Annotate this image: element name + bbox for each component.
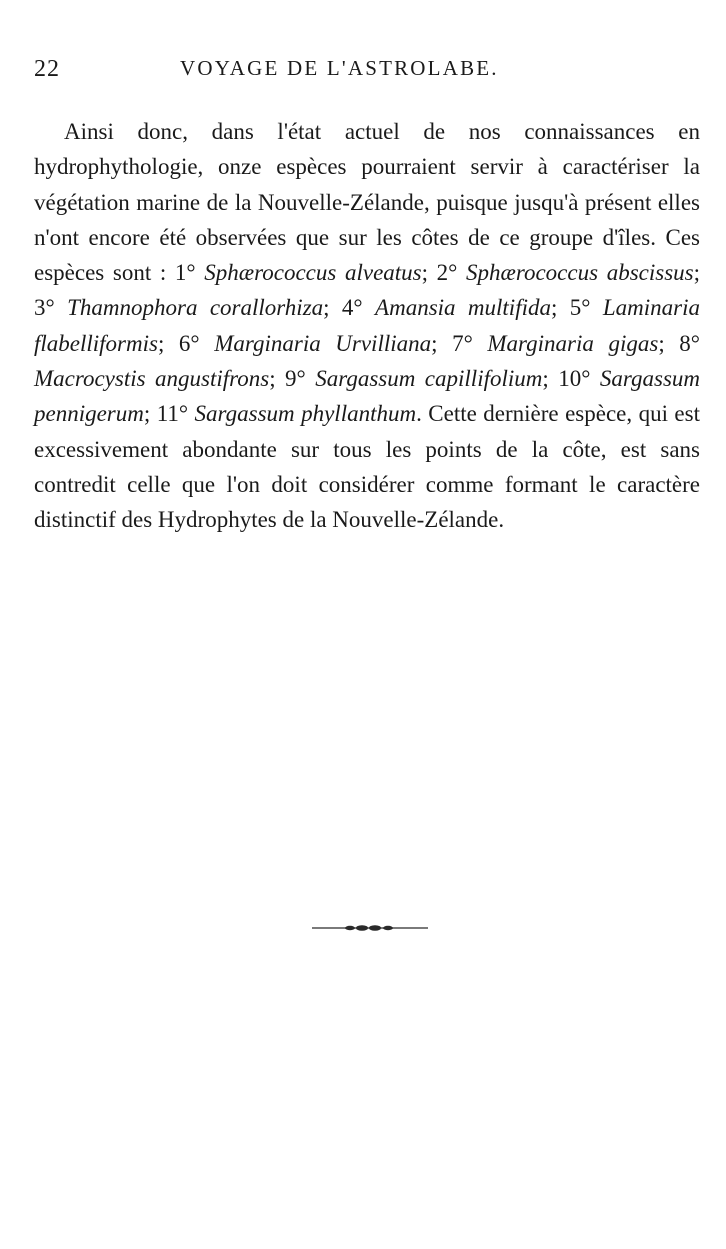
text-segment: ; 11°: [143, 401, 195, 427]
species-name: Marginaria Urvilliana: [214, 330, 432, 356]
ornament-dot: [383, 926, 393, 930]
species-name: Laminaria flabelliformis: [34, 295, 700, 356]
species-name: Sargassum pennigerum: [34, 366, 700, 427]
ornament-dot: [345, 926, 355, 930]
text-segment: ; 9°: [269, 366, 316, 392]
tail-piece-ornament-icon: [312, 921, 428, 935]
species-name: Amansia multifida: [375, 295, 551, 321]
species-name: Marginaria gigas: [487, 330, 659, 356]
species-name: Sphærococcus alveatus: [204, 260, 422, 286]
species-name: Sargassum capillifolium: [315, 366, 543, 392]
species-name: Macrocystis angustifrons: [34, 366, 270, 392]
species-name: Thamnophora corallorhiza: [67, 295, 324, 321]
species-name: Sargassum phyllanthum: [194, 401, 417, 427]
page-number: 22: [34, 56, 60, 82]
ornament-dot: [369, 925, 381, 931]
text-segment: ; 3°: [34, 260, 700, 321]
ornament-dot: [356, 925, 368, 931]
body-paragraph: [34, 114, 700, 538]
text-segment: ; 4°: [323, 295, 376, 321]
running-head: VOYAGE DE L'ASTROLABE.: [180, 56, 499, 80]
text-segment: ; 7°: [431, 330, 488, 356]
text-segment: . Cette dernière espèce, qui est excessivement abondante sur tous les points de la côte, est sans contredit celle que l'on doit considérer comme formant le caractère distinctif des Hydrophytes de la Nouvelle-Zélande.: [34, 401, 700, 533]
text-segment: ; 6°: [157, 330, 215, 356]
text-segment: ; 8°: [658, 330, 700, 356]
text-segment: ; 5°: [550, 295, 603, 321]
text-segment: ; 2°: [421, 260, 467, 286]
species-name: Sphærococcus abscissus: [466, 260, 694, 286]
text-segment: ; 10°: [542, 366, 600, 392]
text-segment: Ainsi donc, dans l'état actuel de nos connaissances en hydrophythologie, onze espèces pourraient servir à caractériser la végétation marine de la Nouvelle-Zélande, puisque jusqu'à présent elles n'ont encore été observées que sur les côtes de ce groupe d'îles. Ces espèces sont : 1°: [34, 119, 700, 286]
